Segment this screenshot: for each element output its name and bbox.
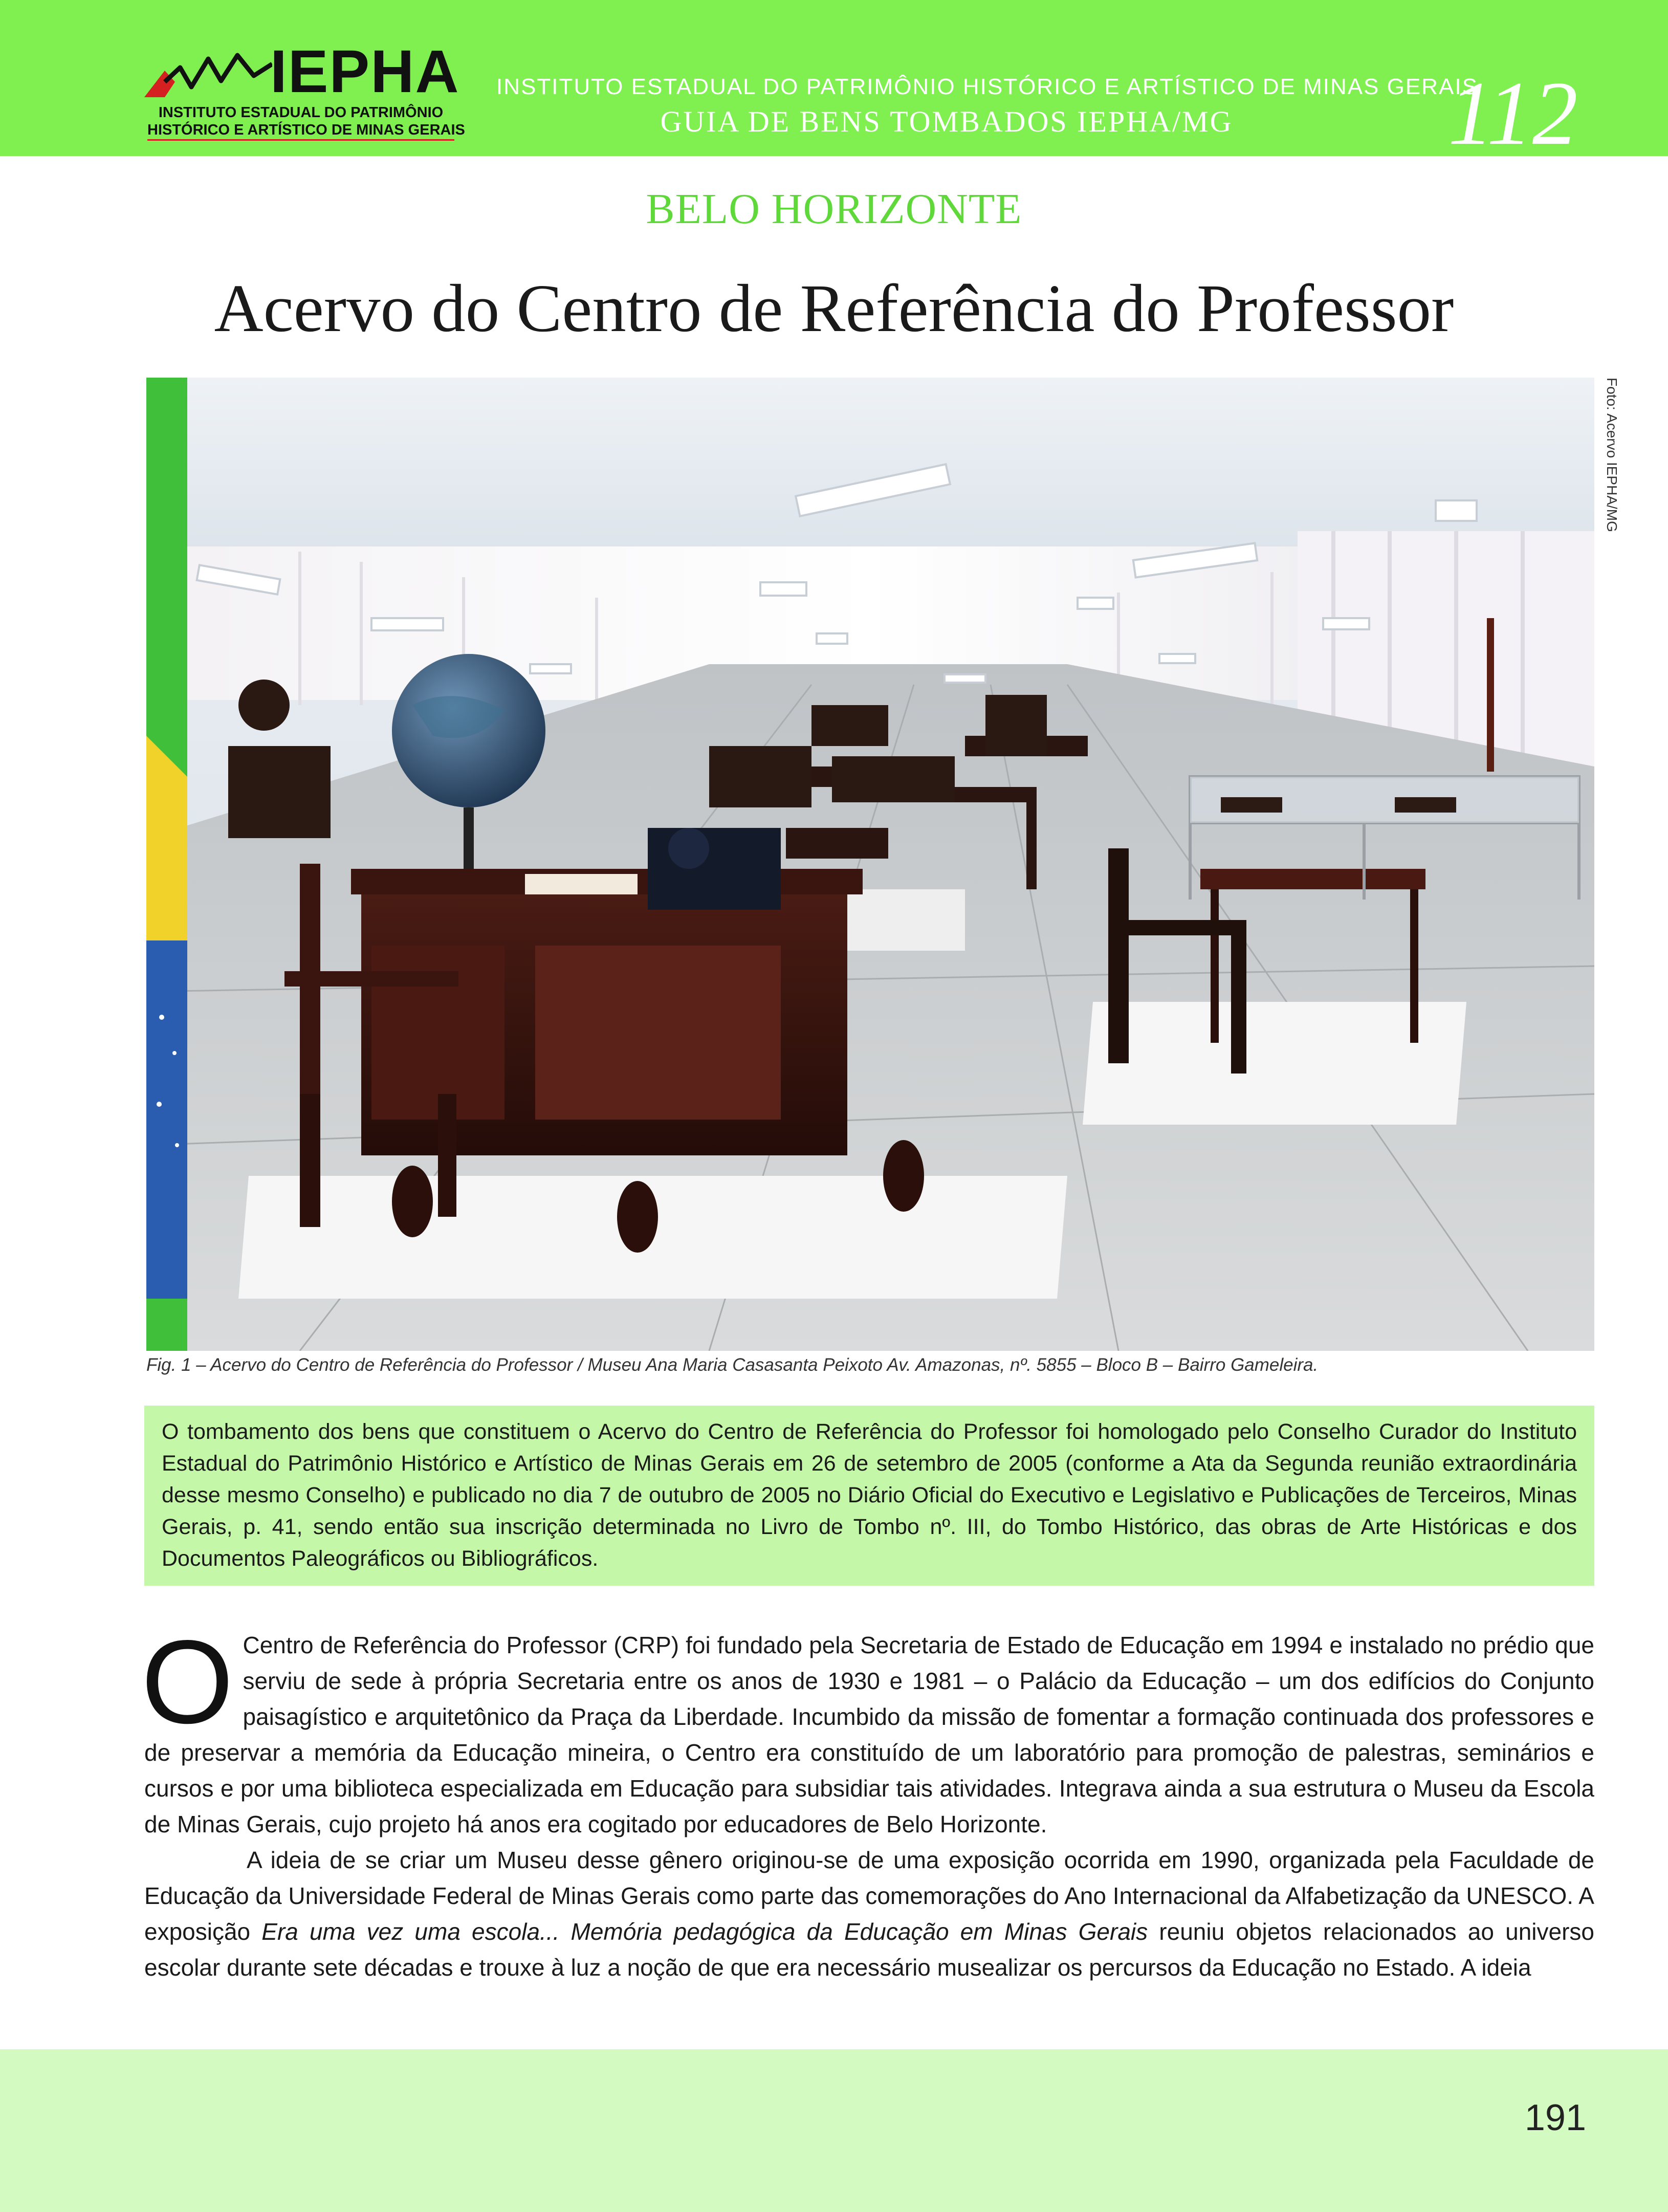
iepha-logo [144,38,465,148]
article-body [141,1616,1595,1985]
exhibition-title: Era uma vez uma escola... Memória pedagógica da Educação em Minas Gerais [261,1918,1148,1945]
museum-interior-illustration [146,378,1594,1351]
mountain-logo-icon [144,46,272,102]
paragraph-1-text: Centro de Referência do Professor (CRP) foi fundado pela Secretaria de Estado de Educação em 1994 e instalado no prédio que serviu de sede à própria Secretaria entre os anos de 1930 e 1981 – o Palácio da Educação – um dos edifícios do Conjunto paisagístico e arquitetônico da Praça da Liberdade. Incumbido da missão de fomentar a formação continuada dos professores e de preservar a memória da Educação mineira, o Centro era constituído de um laboratório para promoção de palestras, seminários e cursos e por uma biblioteca especializada em Educação para subsidiar tais atividades. Integrava ainda a sua estrutura o Museu da Escola de Minas Gerais, cujo projeto há anos era cogitado por educadores de Belo Horizonte. [144,1632,1594,1837]
paragraph-2-start: A ideia de se criar um Museu desse gênero originou-se de uma exposição ocorrida em 1990, organizada pela Faculdade de Educação da Universidade Federal de Minas Gerais como parte das comemorações do Ano Internacional da Alfabetização da UNESCO. A exposição [144,1847,1594,1945]
logo-subtitle-line1: INSTITUTO ESTADUAL DO PATRIMÔNIO [158,104,444,121]
paragraph-2 [144,1842,1594,1985]
summary-box [144,1406,1594,1586]
page-header [0,0,1668,164]
photo-credit: Foto: Acervo IEPHA/MG [1604,378,1620,532]
logo-underline [147,139,454,141]
page-footer [0,2049,1668,2212]
city-heading: BELO HORIZONTE [646,185,1022,233]
page-title: Acervo do Centro de Referência do Professor [214,270,1454,346]
paragraph-2-end: reuniu objetos relacionados ao universo escolar durante sete décadas e trouxe à luz a noção de que era necessário musealizar os percursos da Educação no Estado. A ideia [144,1918,1595,1981]
logo-word: IEPHA [270,38,460,105]
institute-name: INSTITUTO ESTADUAL DO PATRIMÔNIO HISTÓRICO E ARTÍSTICO DE MINAS GERAIS [496,74,1478,99]
drop-cap: O [141,1616,234,1748]
photo-caption: Fig. 1 – Acervo do Centro de Referência do Professor / Museu Ana Maria Casasanta Peixoto Av. Amazonas, nº. 5855 – Bloco B – Bairro Gameleira. [146,1355,1319,1375]
guide-entry-number: 112 [1448,62,1578,164]
paragraph-1 [141,1616,1594,1842]
logo-subtitle-line2: HISTÓRICO E ARTÍSTICO DE MINAS GERAIS [147,122,465,138]
guide-title: GUIA DE BENS TOMBADOS IEPHA/MG [660,105,1233,138]
museum-photo [146,378,1594,1351]
summary-text: O tombamento dos bens que constituem o Acervo do Centro de Referência do Professor foi homologado pelo Conselho Curador do Instituto Estadual do Patrimônio Histórico e Artístico de Minas Gerais em 26 de setembro de 2005 (conforme a Ata da Segunda reunião extraordinária desse mesmo Conselho) e publicado no dia 7 de outubro de 2005 no Diário Oficial do Executivo e Legislativo e Publicações de Terceiros, Minas Gerais, p. 41, sendo então sua inscrição determinada no Livro de Tombo nº. III, do Tombo Histórico, das obras de Arte Históricas e dos Documentos Paleográficos ou Bibliográficos. [162,1419,1577,1571]
page-number: 191 [1524,2097,1586,2138]
